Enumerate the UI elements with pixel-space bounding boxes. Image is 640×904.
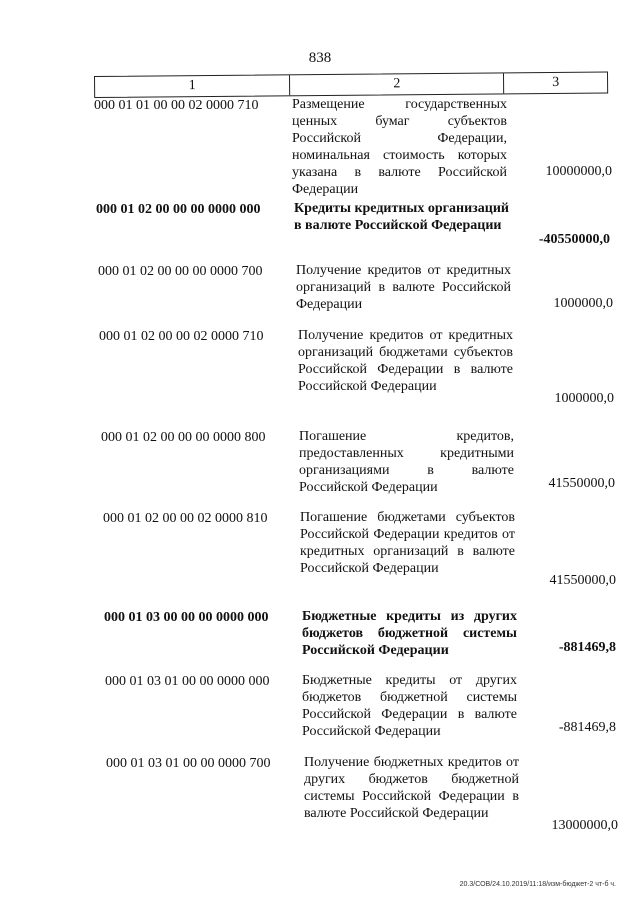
row-description: Погашение кредитов, предоставленных кредитными организациями в валюте Российской Федерации (299, 429, 514, 495)
document-footer: 20.3/СОВ/24.10.2019/11:18/изм-бюджет-2 чт-б ч. (459, 881, 616, 888)
page-number: 838 (308, 50, 332, 66)
header-col-3: 3 (552, 74, 560, 91)
row-code: 000 01 02 00 00 00 0000 700 (98, 264, 263, 279)
row-amount: -881469,8 (558, 720, 616, 735)
row-amount: 41550000,0 (549, 573, 616, 588)
row-code: 000 01 02 00 00 02 0000 810 (103, 511, 268, 526)
row-code: 000 01 02 00 00 02 0000 710 (99, 329, 264, 344)
row-code: 000 01 01 00 00 02 0000 710 (94, 98, 259, 113)
table-header (94, 72, 608, 98)
row-amount: 13000000,0 (551, 818, 618, 833)
row-description: Получение кредитов от кредитных организаций в валюте Российской Федерации (296, 263, 511, 312)
row-amount: 1000000,0 (553, 296, 613, 311)
row-description: Погашение бюджетами субъектов Российской Федерации кредитов от кредитных организаций в валюте Российской Федерации (300, 510, 515, 576)
row-amount: 41550000,0 (548, 476, 615, 491)
row-description: Размещение государственных ценных бумаг субъектов Российской Федерации, номинальная стоимость которых указана в валюте Российской Федерации (292, 97, 507, 197)
row-description: Бюджетные кредиты из других бюджетов бюджетной системы Российской Федерации (302, 609, 517, 658)
row-amount: 1000000,0 (554, 391, 614, 406)
header-col-2: 2 (290, 73, 504, 95)
row-amount: 10000000,0 (545, 164, 612, 179)
row-code: 000 01 02 00 00 00 0000 000 (96, 202, 261, 217)
row-description: Получение кредитов от кредитных организаций бюджетами субъектов Российской Федерации в валюте Российской Федерации (298, 328, 513, 394)
row-description: Получение бюджетных кредитов от других бюджетов бюджетной системы Российской Федерации в валюте Российской Федерации (304, 755, 519, 821)
row-amount: -881469,8 (558, 640, 616, 655)
row-description: Бюджетные кредиты от других бюджетов бюджетной системы Российской Федерации в валюте Российской Федерации (302, 673, 517, 739)
row-code: 000 01 03 01 00 00 0000 000 (105, 674, 270, 689)
row-code: 000 01 03 00 00 00 0000 000 (104, 610, 269, 625)
row-code: 000 01 02 00 00 00 0000 800 (101, 430, 266, 445)
row-description: Кредиты кредитных организаций в валюте Российской Федерации (294, 201, 509, 233)
row-code: 000 01 03 01 00 00 0000 700 (106, 756, 271, 771)
row-amount: -40550000,0 (538, 232, 610, 247)
header-col-1: 1 (95, 75, 290, 97)
